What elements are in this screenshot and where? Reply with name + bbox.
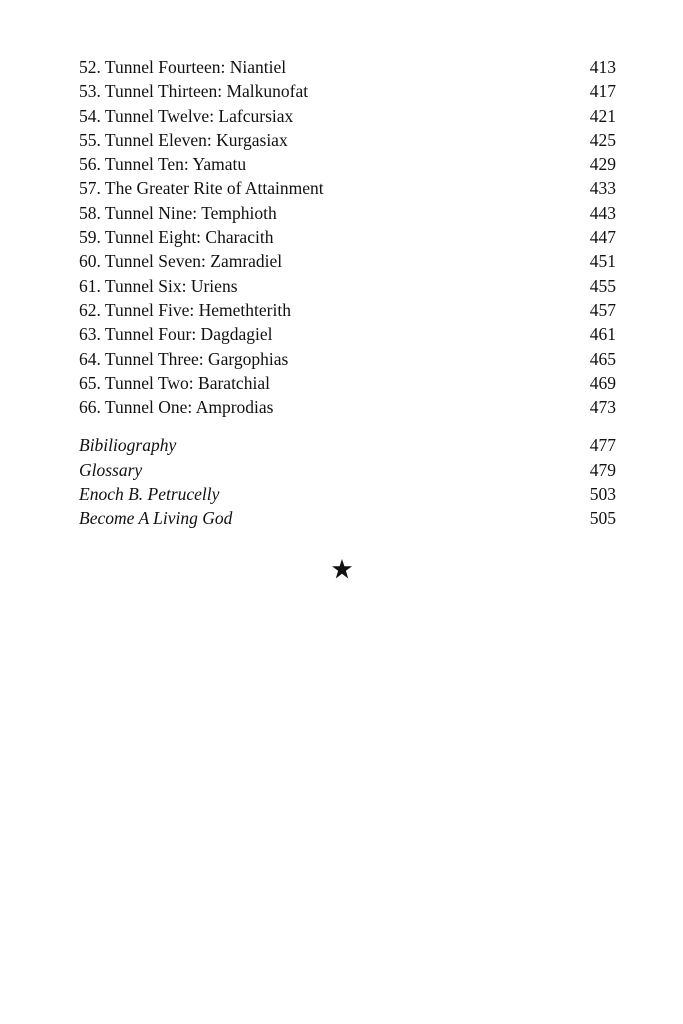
toc-entry-62[interactable] [79,298,616,322]
toc-entry-title: 55. Tunnel Eleven: Kurgasiax [79,129,288,150]
toc-entry-title: 54. Tunnel Twelve: Lafcursiax [79,105,294,126]
toc-entry-58[interactable] [79,201,616,225]
toc-entry-title: 65. Tunnel Two: Baratchial [79,372,270,393]
toc-entry-60[interactable] [79,249,616,273]
toc-entry-title: 57. The Greater Rite of Attainment [79,178,324,199]
toc-entry-glossary[interactable] [79,458,616,482]
toc-entry-title: Glossary [79,459,143,480]
toc-entry-page: 503 [589,484,616,505]
toc-entry-page: 429 [589,154,616,175]
toc-entry-page: 469 [589,372,616,393]
toc-entry-66[interactable] [79,395,616,419]
toc-entry-page: 433 [589,178,616,199]
toc-entry-title: 58. Tunnel Nine: Temphioth [79,202,277,223]
toc-entry-page: 413 [589,57,616,77]
toc-entry-title: 60. Tunnel Seven: Zamradiel [79,251,283,272]
toc-entry-63[interactable] [79,322,616,346]
toc-entry-page: 447 [589,227,616,248]
toc-entry-61[interactable] [79,274,616,298]
toc-entry-page: 505 [589,508,616,529]
toc-entry-page: 425 [589,129,616,150]
toc-entry-59[interactable] [79,225,616,249]
toc-entry-title: 56. Tunnel Ten: Yamatu [79,154,247,175]
toc-entry-57[interactable] [79,176,616,200]
toc-entry-page: 477 [589,435,616,456]
toc-entry-page: 465 [589,348,616,369]
toc-entry-53[interactable] [79,79,616,103]
table-of-contents [79,55,616,531]
toc-entry-title: 59. Tunnel Eight: Characith [79,227,274,248]
toc-entry-54[interactable] [79,104,616,128]
toc-entry-page: 461 [589,324,616,345]
toc-entry-page: 479 [589,459,616,480]
toc-entry-title: 53. Tunnel Thirteen: Malkunofat [79,81,309,102]
toc-entry-title: 66. Tunnel One: Amprodias [79,397,274,418]
toc-entry-become-a-living-god[interactable] [79,506,616,530]
toc-entry-56[interactable] [79,152,616,176]
toc-entry-page: 443 [589,202,616,223]
section-gap [79,419,616,433]
toc-entry-page: 417 [589,81,616,102]
star-icon [331,558,353,580]
toc-entry-title: 62. Tunnel Five: Hemethterith [79,299,291,320]
toc-entry-title: 63. Tunnel Four: Dagdagiel [79,324,273,345]
toc-entry-bibliography[interactable] [79,433,616,457]
toc-entry-title: 52. Tunnel Fourteen: Niantiel [79,57,287,77]
toc-entry-title: 64. Tunnel Three: Gargophias [79,348,289,369]
toc-entry-title: 61. Tunnel Six: Uriens [79,275,238,296]
toc-entry-page: 455 [589,275,616,296]
toc-entry-title: Enoch B. Petrucelly [79,484,220,505]
toc-entry-page: 457 [589,299,616,320]
toc-entry-55[interactable] [79,128,616,152]
toc-entry-title: Bibiliography [79,435,177,456]
toc-entry-title: Become A Living God [79,508,233,529]
toc-entry-52[interactable] [79,55,616,79]
toc-entry-64[interactable] [79,347,616,371]
toc-entry-page: 451 [589,251,616,272]
toc-entry-65[interactable] [79,371,616,395]
toc-entry-page: 421 [589,105,616,126]
toc-entry-author[interactable] [79,482,616,506]
toc-entry-page: 473 [589,397,616,418]
